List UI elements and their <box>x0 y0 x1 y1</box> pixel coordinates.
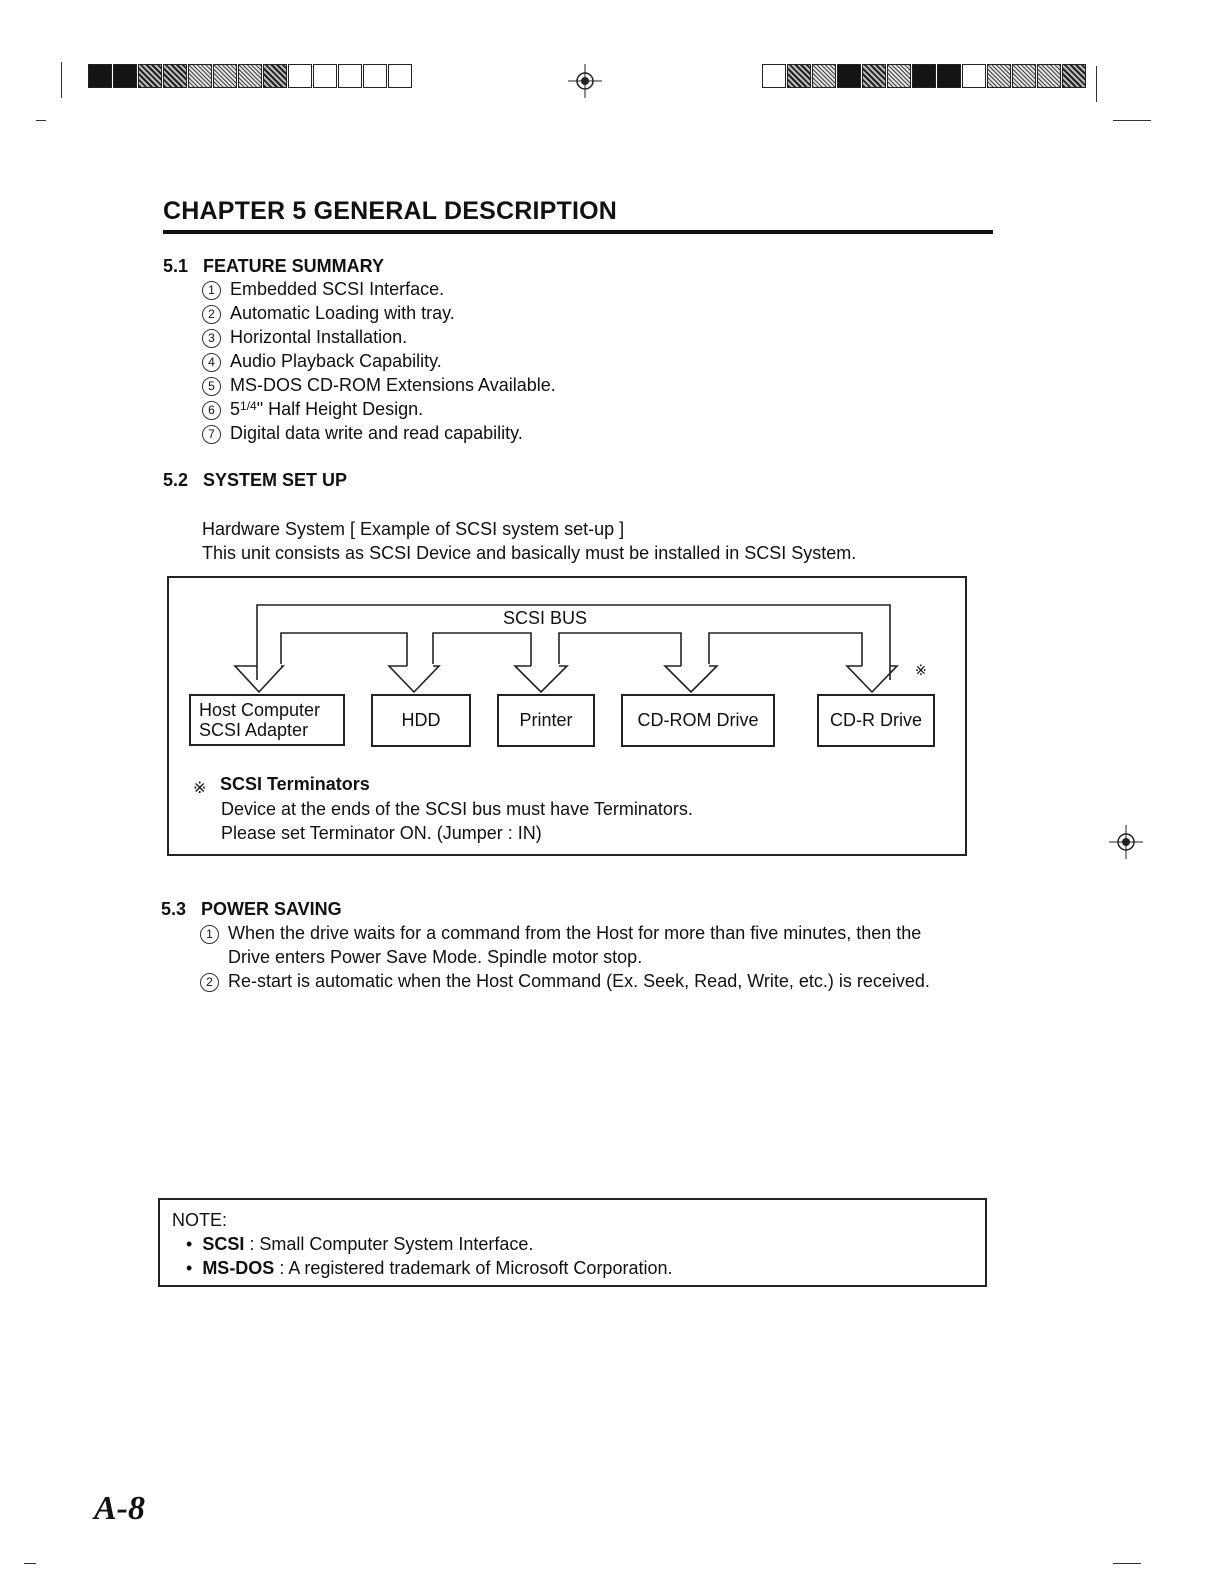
bus-inner-line <box>709 633 862 666</box>
list-item: 1 When the drive waits for a command from the Host for more than five minutes, then the <box>200 923 921 944</box>
setup-intro-line: This unit consists as SCSI Device and basically must be installed in SCSI System. <box>202 543 857 563</box>
circled-number: 2 <box>200 973 219 992</box>
bus-inner-line <box>281 633 407 666</box>
crop-mark <box>1113 120 1151 121</box>
section-number: 5.1 <box>163 256 189 276</box>
list-item: 7 Digital data write and read capability. <box>202 423 523 444</box>
device-host-adapter: Host Computer SCSI Adapter <box>189 694 345 746</box>
list-item: 5 MS-DOS CD-ROM Extensions Available. <box>202 375 556 396</box>
terminator-note-mark: ※ <box>193 780 207 797</box>
section-heading-feature-summary <box>163 256 384 277</box>
circled-number: 5 <box>202 377 221 396</box>
circled-number: 2 <box>202 305 221 324</box>
note-box <box>158 1198 987 1287</box>
list-item: 2 Re-start is automatic when the Host Command (Ex. Seek, Read, Write, etc.) is received. <box>200 971 930 992</box>
terminators-text: Device at the ends of the SCSI bus must have Terminators. <box>221 799 693 819</box>
list-item: 2 Automatic Loading with tray. <box>202 303 455 324</box>
note-title: NOTE: <box>172 1210 228 1230</box>
note-item: • SCSI : Small Computer System Interface. <box>186 1234 534 1254</box>
scsi-diagram <box>167 576 967 856</box>
terminators-text: Please set Terminator ON. (Jumper : IN) <box>221 823 542 843</box>
section-title: SYSTEM SET UP <box>203 470 348 490</box>
registration-crosshair-icon <box>1109 825 1143 859</box>
section-heading-system-setup <box>163 470 347 491</box>
circled-number: 4 <box>202 353 221 372</box>
registration-crosshair-icon <box>568 64 602 98</box>
list-item: 4 Audio Playback Capability. <box>202 351 442 372</box>
section-heading-power-saving <box>161 899 342 920</box>
device-printer: Printer <box>497 694 595 747</box>
bus-arrow <box>235 666 283 692</box>
bus-arrow <box>389 666 439 692</box>
crop-mark <box>24 1563 36 1564</box>
device-cdr-drive: CD-R Drive <box>817 694 935 747</box>
crop-mark <box>36 120 46 121</box>
bus-arrow <box>515 666 567 692</box>
list-item: 1 Embedded SCSI Interface. <box>202 279 444 300</box>
setup-intro-line: Hardware System [ Example of SCSI system set-up ] <box>202 519 625 539</box>
section-title: FEATURE SUMMARY <box>203 256 384 276</box>
section-title: POWER SAVING <box>201 899 342 919</box>
list-item: 6 $5^{1/4}$" Half Height Design. <box>202 399 423 420</box>
terminators-heading: SCSI Terminators <box>220 774 370 794</box>
list-item-continuation: Drive enters Power Save Mode. Spindle motor stop. <box>228 947 643 967</box>
page-number: A-8 <box>94 1490 145 1527</box>
section-number: 5.3 <box>161 899 187 919</box>
circled-number: 1 <box>200 925 219 944</box>
section-number: 5.2 <box>163 470 189 490</box>
scsi-bus-label: SCSI BUS <box>499 608 591 629</box>
circled-number: 3 <box>202 329 221 348</box>
registration-bar-right <box>762 64 1087 88</box>
chapter-title: CHAPTER 5 GENERAL DESCRIPTION <box>163 197 993 234</box>
registration-bar-left <box>88 64 413 88</box>
crop-mark <box>1096 66 1097 102</box>
crop-mark <box>1113 1563 1141 1564</box>
circled-number: 7 <box>202 425 221 444</box>
terminator-mark: ※ <box>915 662 927 678</box>
circled-number: 1 <box>202 281 221 300</box>
device-hdd: HDD <box>371 694 471 747</box>
list-item: 3 Horizontal Installation. <box>202 327 407 348</box>
bus-inner-line <box>433 633 531 666</box>
crop-mark <box>61 62 62 98</box>
circled-number: 6 <box>202 401 221 420</box>
device-cdrom-drive: CD-ROM Drive <box>621 694 775 747</box>
note-item: • MS-DOS : A registered trademark of Microsoft Corporation. <box>186 1258 673 1278</box>
bus-inner-line <box>559 633 681 666</box>
bus-arrow <box>665 666 717 692</box>
